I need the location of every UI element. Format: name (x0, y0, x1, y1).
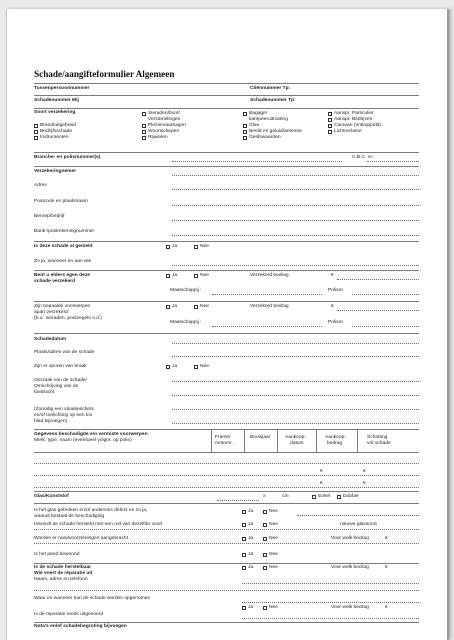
option-woonschepen: Woonschepen (148, 129, 180, 134)
checkbox-bedrijfsschade[interactable] (34, 130, 38, 134)
schadedatum-label: Schadedatum (34, 337, 67, 342)
tussenpersoon-label: Tussenpersoonnummer (34, 86, 90, 91)
enkel-label: Enkel (318, 494, 331, 499)
reparatie-field-line[interactable] (34, 590, 419, 591)
option-verzamelingen: Verzamelingen (148, 117, 181, 122)
divider (34, 333, 419, 334)
table-col-divider (357, 430, 358, 452)
apart-polisnr-field-line[interactable] (352, 326, 419, 327)
checkbox-beeld-geluid[interactable] (243, 130, 247, 134)
oorzaak-label-1: Oorzaak van de schade/ (34, 378, 88, 383)
cbc-label: C.B.C. nr.: (352, 155, 375, 160)
elders-ja-label: Ja (172, 273, 178, 278)
nota-label: Nota's en/of schadebegroting bijvoegen (34, 624, 127, 629)
divider (34, 429, 419, 430)
hersteld-field-line[interactable] (34, 529, 419, 530)
table-col-divider (316, 430, 317, 452)
polisnr-field-line[interactable] (352, 294, 419, 295)
elders-label-1: Bent u elders egen deze (34, 273, 90, 278)
opgenomen-label: Waar en wanneer kan de schade worden opgenomen (34, 596, 151, 601)
glas-width-line[interactable] (217, 500, 259, 501)
table-header-schatting-1: Schatting (367, 435, 388, 440)
checkbox-lichtreclame[interactable] (328, 130, 332, 134)
euro-sign: € (385, 565, 388, 570)
glas-label: Glas/Kunststof (34, 494, 69, 499)
form-page (6, 9, 449, 640)
table-header-frame-1: Frame/ (215, 435, 231, 440)
checkbox-geldswaarden[interactable] (243, 136, 247, 140)
oorzaak-label-2: Omschrijving van de (34, 384, 79, 389)
braak-nee-label: Nee (200, 364, 209, 369)
table-col-divider (211, 430, 212, 452)
adres-field-line[interactable] (172, 189, 419, 190)
table-row-line[interactable] (34, 487, 419, 488)
reparatie-field-line[interactable] (242, 583, 419, 584)
table-header-aankoopbedrag-1: Aankoop- (325, 435, 346, 440)
branche-label: Branche- en polisnummer(s) (34, 155, 101, 160)
maatschappij-field-line[interactable] (212, 294, 322, 295)
divider (34, 241, 419, 242)
checkbox-elders-nee[interactable] (194, 274, 198, 278)
nood-label: Worden er noodvoorzieningen aangebracht (34, 536, 128, 541)
uitgevoerd-bedrag-label: Voor welk bedrag (331, 605, 369, 610)
maatschappij-label: Maatschappij : (170, 288, 202, 293)
oorzaak-field-line[interactable] (172, 381, 419, 382)
herstelbaar-bedrag-label: Voor welk bedrag (331, 565, 369, 570)
option-pleziervaartuigen: Pleziervaartuigen (148, 123, 186, 128)
checkbox-braak-ja[interactable] (166, 365, 170, 369)
branche-field-line[interactable] (172, 161, 342, 162)
verzekerd-bedrag-label: Verzekerd bedrag (250, 273, 289, 278)
glas-cm: cm (282, 494, 289, 499)
option-aanspr-bedrijven: Aanspr. Bedrijven (334, 117, 373, 122)
divider (34, 108, 419, 109)
table-euro: € (320, 469, 323, 474)
checkbox-gemeld-nee[interactable] (194, 245, 198, 249)
option-sieraden: Sieraden/bont/ (148, 111, 180, 116)
checkbox-herstelbaar-nee[interactable] (263, 566, 267, 570)
table-euro: € (320, 481, 323, 486)
gemeld-nee-label: Nee (200, 244, 209, 249)
uitgevoerd-ja-label: Ja (248, 605, 254, 610)
pand-label: Is het pand bewoond (34, 552, 80, 557)
option-rijwielen: Rijwielen (148, 135, 168, 140)
table-row-line[interactable] (34, 463, 419, 464)
checkbox-woonschepen[interactable] (142, 130, 146, 134)
situatie-label-2: en/of toelichting op een los (34, 413, 93, 418)
divider (34, 166, 419, 167)
checkbox-enkel[interactable] (312, 495, 316, 499)
checkbox-nood-ja[interactable] (242, 537, 246, 541)
defect-nee-label: Nee (269, 509, 278, 514)
nood-nee-label: Nee (269, 536, 278, 541)
checkbox-apart-ja[interactable] (166, 305, 170, 309)
adres-label: Adres (34, 183, 47, 188)
checkbox-braak-nee[interactable] (194, 365, 198, 369)
gemeld-label: Is deze schade al gemeld (34, 244, 93, 249)
polisnr-label: Polisnr. (328, 288, 345, 293)
checkbox-pleziervaartuigen[interactable] (142, 124, 146, 128)
checkbox-dubbel[interactable] (337, 495, 341, 499)
checkbox-brand[interactable] (34, 124, 38, 128)
table-row-line[interactable] (34, 475, 419, 476)
option-lichtreclame: Lichtreclame (334, 129, 362, 134)
checkbox-nood-nee[interactable] (263, 537, 267, 541)
divider (34, 503, 419, 504)
table-header-aankoopdatum-1: Aankoop- (285, 435, 306, 440)
defect-label-1: Is het glas gebroken en/of andersins defect en zo ja, (34, 508, 148, 513)
apart-label-3: (b.v.. sieraden, postzegels o.d.) (34, 316, 102, 321)
euro-sign: € (331, 273, 334, 278)
elders-nee-label: Nee (200, 273, 209, 278)
hersteld-ja-label: Ja (248, 522, 254, 527)
form-title: Schade/aangifteformulier Algemeen (34, 69, 175, 79)
cbc-field-line[interactable] (367, 161, 419, 162)
checkbox-herstelbaar-ja[interactable] (242, 566, 246, 570)
bankrekening-field-line[interactable] (172, 235, 419, 236)
postcode-field-line[interactable] (172, 205, 419, 206)
verzekeringnemer-label: Verzekeringnemer (34, 169, 77, 174)
pand-ja-label: Ja (248, 552, 254, 557)
checkbox-defect-ja[interactable] (242, 510, 246, 514)
beroep-label: Beroep/bedrijf (34, 214, 65, 219)
option-bagage: Bagage/ (249, 111, 268, 116)
table-euro: € (363, 469, 366, 474)
reparatie-label-2: Naam, adres en telefoon (34, 577, 88, 582)
defect-ja-label: Ja (248, 509, 254, 514)
table-col-divider (244, 430, 245, 452)
checkbox-uitgevoerd-ja[interactable] (242, 606, 246, 610)
divider (34, 491, 419, 492)
herstelbaar-label: Is de schade herstelbaar (34, 565, 92, 570)
gemeld-ja-label: Ja (172, 244, 178, 249)
braak-ja-label: Ja (172, 364, 178, 369)
table-header-objects: Gegevens beschadigde e/o vermiste voorwerpen (34, 432, 148, 437)
apart-ja-label: Ja (172, 304, 178, 309)
situatie-field-line[interactable] (172, 423, 419, 424)
option-brand: Brand/uitgebreid (40, 123, 76, 128)
uitgevoerd-nee-label: Nee (269, 605, 278, 610)
braak-label: Zijn er sporen van braak (34, 364, 87, 369)
plaats-label: Plaats/adres van de schade (34, 350, 95, 355)
glas-x: x (263, 494, 266, 499)
apart-maatschappij-field-line[interactable] (212, 326, 322, 327)
client-label: Cliënnummer Tp: (250, 86, 291, 91)
euro-sign: € (331, 304, 334, 309)
uitgevoerd-field-line[interactable] (242, 618, 419, 619)
bankrekening-label: Bank-/postrekeningnummer (34, 229, 95, 234)
checkbox-bagage[interactable] (243, 112, 247, 116)
wanneer-field-line[interactable] (172, 265, 419, 266)
option-beeld-geluid: Beeld en geluid/antenne (249, 129, 302, 134)
oorzaak-label-3: toedracht (34, 390, 55, 395)
divider (34, 301, 419, 302)
divider (34, 152, 419, 153)
defect-field-line[interactable] (297, 515, 419, 516)
checkbox-pand-ja[interactable] (242, 553, 246, 557)
apart-bedrag-field-line[interactable] (337, 310, 419, 311)
checkbox-hersteld-nee[interactable] (263, 523, 267, 527)
apart-polisnr-label: Polisnr. (328, 320, 345, 325)
apart-maatschappij-label: Maatschappij : (170, 320, 202, 325)
plaats-field-line[interactable] (172, 356, 419, 357)
nood-field-line[interactable] (34, 543, 419, 544)
elders-label-2: schade verzekerd (34, 279, 76, 284)
bedrag-field-line[interactable] (337, 279, 419, 280)
schadenr-tp-label: Schadenummer Tp: (250, 98, 296, 103)
reparatie-label-1: Wie voert de reparatie uit (34, 571, 93, 576)
nood-bedrag-label: Voor welk bedrag (331, 536, 369, 541)
divider (34, 452, 419, 453)
oorzaak-field-line[interactable] (172, 395, 419, 396)
checkbox-hersteld-ja[interactable] (242, 523, 246, 527)
table-col-divider (277, 430, 278, 452)
option-glas: Glas (249, 123, 260, 128)
checkbox-sieraden[interactable] (142, 112, 146, 116)
divider (34, 563, 419, 564)
verzekeringnemer-field-line[interactable] (172, 175, 419, 176)
checkbox-apart-nee[interactable] (194, 305, 198, 309)
postcode-label: Postcode en plaatsnaam (34, 199, 88, 204)
pand-nee-label: Nee (269, 552, 278, 557)
euro-sign: € (385, 605, 388, 610)
checkbox-glas[interactable] (243, 124, 247, 128)
beroep-field-line[interactable] (172, 220, 419, 221)
hersteld-nee-label: Nee (269, 522, 278, 527)
defect-label-2: waaruit bestaat de beschadiging (34, 514, 105, 519)
checkbox-gemeld-ja[interactable] (166, 245, 170, 249)
euro-sign: € (385, 536, 388, 541)
option-instrumenten: Instrumenten (40, 135, 69, 140)
checkbox-defect-nee[interactable] (263, 510, 267, 514)
hersteld-label: Is/wordt de schade hersteld met een ruit van dezelfde soort (34, 522, 163, 527)
checkbox-aanspr-bedrijven[interactable] (328, 118, 332, 122)
checkbox-uitgevoerd-nee[interactable] (263, 606, 267, 610)
checkbox-caravan[interactable] (328, 124, 332, 128)
nood-ja-label: Ja (248, 536, 254, 541)
situatie-label-3: blad bijvoegen) (34, 419, 68, 424)
checkbox-pand-nee[interactable] (263, 553, 267, 557)
option-kampeeruitrusting: kampeeruitrusting (249, 117, 288, 122)
checkbox-rijwielen[interactable] (142, 136, 146, 140)
option-aanspr-particulier: Aanspr. Particulier (334, 111, 374, 116)
title-rule (34, 83, 419, 84)
table-header-bouwjaar: Bouwjaar (250, 435, 271, 440)
apart-label-1: Zijn bepaalde voorwerpen (34, 304, 91, 309)
situatie-field-line[interactable] (172, 409, 419, 410)
divider (34, 622, 419, 623)
nieuwe-glassoort-label: nieuwe glassoort (340, 522, 377, 527)
option-bedrijfsschade: Bedrijfsschade (40, 129, 73, 134)
dubbel-label: Dubbel (343, 494, 359, 499)
table-header-schatting-2: v/d schade (367, 441, 391, 446)
apart-label-2: apart verzekerd (34, 310, 68, 315)
divider (34, 95, 419, 96)
herstelbaar-ja-label: Ja (248, 565, 254, 570)
opgenomen-field-line[interactable] (242, 602, 419, 603)
apart-nee-label: Nee (200, 304, 209, 309)
herstelbaar-nee-label: Nee (269, 565, 278, 570)
option-caravan: Caravan (ontkoppeld) (334, 123, 382, 128)
soort-verzekering-label: Soort verzekering (34, 110, 76, 115)
table-header-frame-2: motornr. (215, 441, 233, 446)
checkbox-aanspr-particulier[interactable] (328, 112, 332, 116)
table-header-aankoopdatum-2: datum (290, 441, 304, 446)
situatie-label-1: (Zonodig een situatieschets (34, 407, 94, 412)
schadedatum-field-line[interactable] (172, 343, 419, 344)
option-geldswaarden: Geldswaarden (249, 135, 281, 140)
divider (34, 270, 419, 271)
checkbox-instrumenten[interactable] (34, 136, 38, 140)
uitgevoerd-label: Is de reparatie reeds uitgevoerd (34, 612, 104, 617)
checkbox-elders-ja[interactable] (166, 274, 170, 278)
schadenr-mij-label: Schadenummer Mij (34, 98, 79, 103)
wanneer-label: Zo ja, wanneer en aan wie (34, 259, 92, 264)
table-header-aankoopbedrag-2: bedrag (327, 441, 343, 446)
table-euro: € (363, 481, 366, 486)
table-header-merk: Merk, type, naam (eventueel volgnr. op polis) (34, 438, 132, 443)
apart-bedrag-label: Verzekerd bedrag (250, 304, 289, 309)
